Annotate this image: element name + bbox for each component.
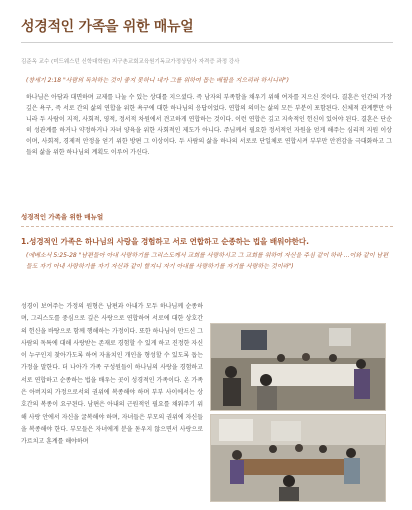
intro-paragraph-text: 하나님은 아담과 대면하며 교제를 나눌 수 있는 상대를 지으셨다. 즉 남자의 부족함을 채우기 위해 여자를 지으신 것이다. 결혼은 인간의 가장 깊은 욕구, 즉 서로 간의 삶의 연합을 위한 욕구에 대한 하나님의 응답이었다. 연합의 의미는 삶의 모든 부분이 포함된다. 신체적 관계뿐만 아니라 두 사람이 지적, 사회적, 영적, 정서적 차원에서 견고하게 연합하는 것이다. 이런 연합은 깊고 지속적인 헌신이 있어야 된다. 결혼은 단순히 성관계를 하거나 약정하거나 자녀 양육을 위한 사회적인 제도가 아니다. 주님께서 필요한 정서적인 자원을 얻게 해주는 심리적 지원 이상이며, 사회적, 경제적 안정을 얻기 위한 방편 그 이상이다. 두 사람의 삶을 하나의 서로로 단일체로 연합시켜 부부만 안전감을 극대화하고 그들의 삶을 위한 하나님의 계획도 이루어 가신다. bbox=[26, 94, 392, 156]
meeting-photo-1 bbox=[210, 323, 386, 411]
section-heading: 1.성경적인 가족은 하나님의 사랑을 경험하고 서로 연합하고 순종하는 법을 배워야한다. bbox=[21, 237, 309, 246]
title-divider bbox=[21, 42, 393, 43]
body-paragraph: 성경이 보여주는 가정의 원형은 남편과 아내가 모두 하나님께 순종하며, 그리스도를 중심으로 깊은 사랑으로 연합하여 서로에 대한 상호간의 헌신을 바탕으로 함께 행해하는 가정이다. 또한 하나님이 만드신 그 사람의 독특에 대해 사랑받는 존재로 경험할 수 있게 하고 진정한 자신이 누구인지 찾아가도록 하여 자율치인 개인을 형성할 수 있도록 돕는 가정을 말한다. 더 나아가 가족 구성원들이 하나님의 사랑을 경험하고 서로 연합하고 순종하는 법을 배우는 곳이 성경적인 가족이다. 온 가족은 아버지의 가정으로서의 권위에 복종해야 하며 부부 사이에서는 상호간의 복종이 요구된다. 남편은 아내의 근원적인 필요를 채워주기 위해 사랑 안에서 자신을 굴복해야 하며, 자녀들은 부모의 권위에 자신들을 복종해야 한다. 부모들은 자녀에게 분을 돋우지 않으면서 사랑으로 가르치고 훈계를 해야하며 bbox=[21, 303, 203, 446]
article-title: 성경적인 가족을 위한 매뉴얼 bbox=[21, 19, 194, 35]
quote-spacer bbox=[26, 85, 392, 93]
intro-paragraph bbox=[26, 85, 392, 158]
meeting-photo-2 bbox=[210, 414, 386, 502]
section-divider bbox=[21, 226, 393, 227]
scripture-quote-ephesians: (에베소서 5:25-28 "남편들아 아내 사랑하기를 그리스도께서 교회를 사랑하시고 그 교회를 위하여 자신을 주심 같이 하라 ...이와 같이 남편들도 자기 아내 사랑하기를 자기 자신과 같이 할지니 자기 아내를 사랑하기를 자기를 사랑하는 것이라") bbox=[26, 252, 389, 270]
author-line: 김준옥 교수 (미드웨스턴 신학대학원) 지구촌교회교육원기독교가정상담사 자격증 과정 강사 bbox=[21, 59, 240, 65]
scripture-quote-genesis: (창세기 2:18 "사람의 독처하는 것이 좋지 못하니 내가 그를 위하여 돕는 배필을 지으리라 하시니라") bbox=[26, 77, 289, 84]
section-label: 성경적인 가족을 위한 매뉴얼 bbox=[21, 213, 104, 221]
